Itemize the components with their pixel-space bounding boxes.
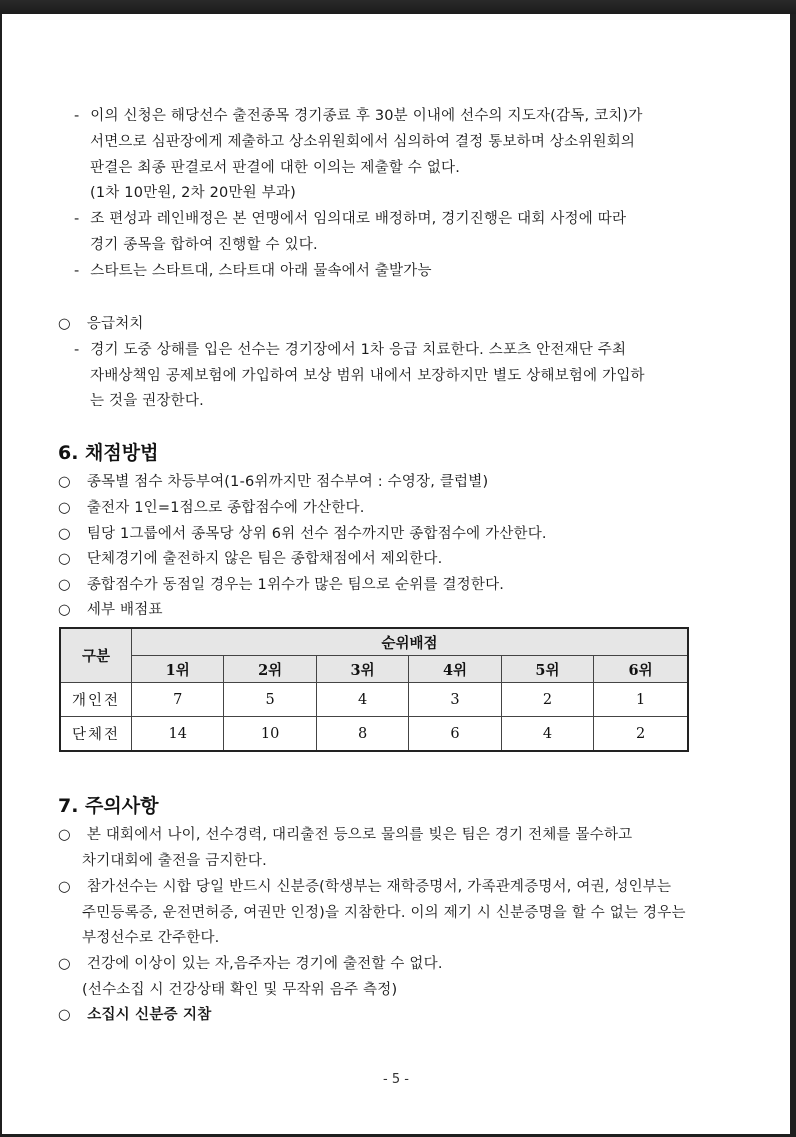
column-header: 2위 (224, 656, 316, 683)
dash-marker: - (74, 108, 80, 124)
circle-bullet-icon: ○ (58, 602, 71, 618)
dash-marker: - (74, 342, 80, 358)
intro-item-3-line-1 (74, 261, 432, 281)
text: 소집시 신분증 지참 (87, 1007, 212, 1023)
circle-bullet-icon: ○ (58, 827, 71, 843)
first-aid-line-2: 자배상책임 공제보험에 가입하여 보상 범위 내에서 보장하지만 별도 상해보험에 가입하 (90, 368, 645, 384)
section-6-item-2 (58, 498, 365, 518)
text: 종합점수가 동점일 경우는 1위수가 많은 팀으로 순위를 결정한다. (86, 577, 505, 593)
first-aid-line-3: 는 것을 권장한다. (90, 393, 204, 409)
text: 본 대회에서 나이, 선수경력, 대리출전 등으로 물의를 빚은 팀은 경기 전체를 몰수하고 (86, 827, 633, 843)
text: 조 편성과 레인배정은 본 연맹에서 임의대로 배정하며, 경기진행은 대회 사정에 따라 (90, 211, 627, 227)
circle-bullet-icon: ○ (58, 500, 71, 516)
section-6-heading: 6. 채점방법 (58, 442, 159, 464)
circle-bullet-icon: ○ (58, 956, 71, 972)
table-row (60, 683, 688, 717)
row-label: 개인전 (60, 683, 132, 717)
section-6-item-4 (58, 549, 442, 569)
section-7-item-4 (58, 1005, 211, 1025)
table-cell: 10 (224, 717, 316, 752)
circle-bullet-icon: ○ (58, 879, 71, 895)
text: 참가선수는 시합 당일 반드시 신분증(학생부는 재학증명서, 가족관계증명서, 여권, 성인부는 (86, 879, 672, 895)
intro-item-2-line-1 (74, 209, 626, 229)
text: 종목별 점수 차등부여(1-6위까지만 점수부여 : 수영장, 클럽별) (86, 474, 489, 490)
section-6-item-6 (58, 600, 163, 620)
document-page (2, 14, 790, 1134)
text: 스타트는 스타트대, 스타트대 아래 물속에서 출발가능 (90, 263, 432, 279)
text: 경기 도중 상해를 입은 선수는 경기장에서 1차 응급 치료한다. 스포츠 안전재단 주최 (90, 342, 627, 358)
table-cell: 2 (594, 717, 688, 752)
text: 건강에 이상이 있는 자,음주자는 경기에 출전할 수 없다. (86, 956, 443, 972)
table-cell: 3 (409, 683, 501, 717)
section-6-item-3 (58, 524, 547, 544)
table-cell: 2 (501, 683, 593, 717)
text: 단체경기에 출전하지 않은 팀은 종합채점에서 제외한다. (86, 551, 443, 567)
text: 세부 배점표 (86, 602, 163, 618)
page-number: - 5 - (383, 1072, 409, 1087)
table-row (60, 717, 688, 752)
section-7-item-1-line-1 (58, 825, 632, 845)
corner-header: 구분 (60, 628, 132, 683)
viewer-right-border (790, 14, 796, 1137)
table-cell: 7 (132, 683, 224, 717)
circle-bullet-icon: ○ (58, 526, 71, 542)
viewer-top-bar (0, 0, 796, 14)
table-cell: 4 (316, 683, 408, 717)
text: 팀당 1그룹에서 종목당 상위 6위 선수 점수까지만 종합점수에 가산한다. (86, 526, 547, 542)
circle-bullet-icon: ○ (58, 551, 71, 567)
table-cell: 5 (224, 683, 316, 717)
section-7-item-3-line-1 (58, 954, 443, 974)
table-cell: 1 (594, 683, 688, 717)
dash-marker: - (74, 263, 80, 279)
section-6-item-5 (58, 575, 504, 595)
circle-bullet-icon: ○ (58, 1007, 71, 1023)
table-cell: 8 (316, 717, 408, 752)
first-aid-line-1 (74, 340, 626, 360)
text: 응급처치 (86, 316, 144, 332)
intro-item-1-line-1 (74, 106, 643, 126)
section-7-item-2-line-2: 주민등록증, 운전면허증, 여권만 인정)을 지참한다. 이의 제기 시 신분증명을 할 수 없는 경우는 (82, 905, 686, 921)
section-6-item-1 (58, 472, 488, 492)
table-cell: 14 (132, 717, 224, 752)
section-7-item-1-line-2: 차기대회에 출전을 금지한다. (82, 853, 267, 869)
row-label: 단체전 (60, 717, 132, 752)
circle-bullet-icon: ○ (58, 316, 71, 332)
table-cell: 6 (409, 717, 501, 752)
section-7-item-2-line-1 (58, 877, 671, 897)
intro-item-1-line-2: 서면으로 심판장에게 제출하고 상소위원회에서 심의하여 결정 통보하며 상소위원회의 (90, 134, 636, 150)
intro-item-1-line-3: 판결은 최종 판결로서 판결에 대한 이의는 제출할 수 없다. (90, 160, 461, 176)
intro-item-2-line-2: 경기 종목을 합하여 진행할 수 있다. (90, 237, 318, 253)
intro-item-1-line-4: (1차 10만원, 2차 20만원 부과) (90, 185, 296, 201)
section-7-item-2-line-3: 부정선수로 간주한다. (82, 930, 220, 946)
column-header: 4위 (409, 656, 501, 683)
circle-bullet-icon: ○ (58, 577, 71, 593)
score-table (59, 627, 689, 752)
dash-marker: - (74, 211, 80, 227)
first-aid-title (58, 314, 144, 334)
text: 출전자 1인=1점으로 종합점수에 가산한다. (86, 500, 365, 516)
column-header: 3위 (316, 656, 408, 683)
table-cell: 4 (501, 717, 593, 752)
column-header: 6위 (594, 656, 688, 683)
section-7-item-3-line-2: (선수소집 시 건강상태 확인 및 무작위 음주 측정) (82, 982, 398, 998)
text: 이의 신청은 해당선수 출전종목 경기종료 후 30분 이내에 선수의 지도자(감독, 코치)가 (90, 108, 643, 124)
circle-bullet-icon: ○ (58, 474, 71, 490)
section-7-heading: 7. 주의사항 (58, 795, 159, 817)
column-header: 1위 (132, 656, 224, 683)
column-header: 5위 (501, 656, 593, 683)
group-header: 순위배점 (132, 628, 689, 656)
